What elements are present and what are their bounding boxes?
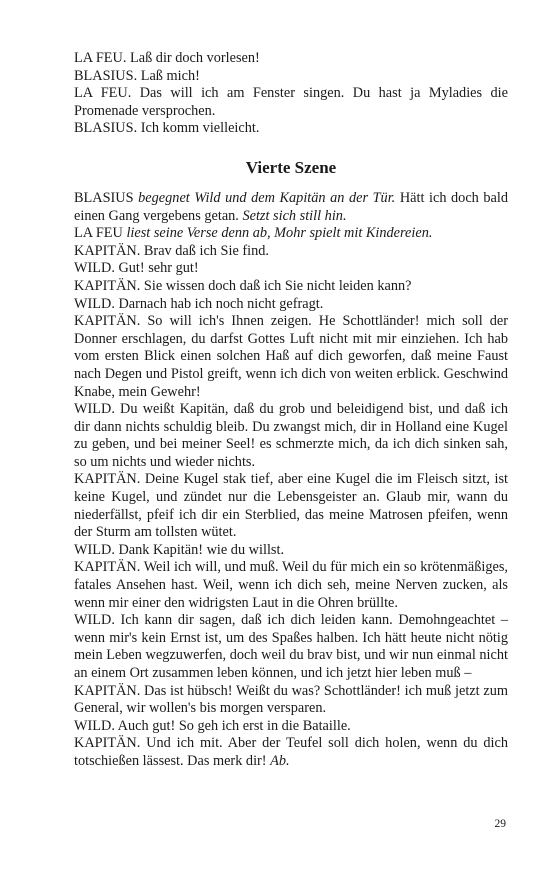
stage-direction: liest seine Verse denn ab, Mohr spielt mit Kindereien.	[126, 225, 433, 242]
stage-direction: Setzt sich still hin.	[242, 207, 347, 224]
dialogue-line: KAPITÄN. Das ist hübsch! Weißt du was? Schottländer! ich muß jetzt zum General, wir wollen's bis morgen versparen.	[74, 682, 508, 717]
speaker-text: LA FEU	[74, 225, 127, 242]
dialogue-line	[74, 735, 508, 770]
intro-block	[74, 50, 508, 138]
dialogue-line: BLASIUS. Ich komm vielleicht.	[74, 120, 260, 137]
dialogue-line: WILD. Du weißt Kapitän, daß du grob und beleidigend bist, und daß ich dir dann nichts schuldig bleib. Du zwangst mich, dir in Holland eine Kugel zu geben, und bei meiner Seel! es schmerzte mich, da ich dich sinken sah, so um nichts und wieder nichts.	[74, 401, 508, 470]
stage-direction: begegnet Wild und dem Kapitän an der Tür.	[138, 189, 396, 206]
dialogue-line: KAPITÄN. So will ich's Ihnen zeigen. He Schottländer! mich soll der Donner erschlagen, du darfst Gottes Luft nicht mit mir einziehen. Ich hab vom ersten Blick einen solchen Haß auf dich geworfen, daß meine Faust nach Degen und Pistol greift, wenn ich dich von weiten erblick. Geschwind Knabe, mein Gewehr!	[74, 313, 508, 400]
dialogue-line: KAPITÄN. Weil ich will, und muß. Weil du für mich ein so krötenmäßiges, fatales Ansehen hast. Weil, wenn ich dich seh, meine Nerven zucken, als wenn mir einer den widrigsten Laut in die Ohren brüllte.	[74, 559, 508, 611]
dialogue-line: WILD. Auch gut! So geh ich erst in die Bataille.	[74, 717, 351, 734]
dialogue-line: KAPITÄN. Deine Kugel stak tief, aber eine Kugel die im Fleisch sitzt, ist keine Kugel, und zündet nur die Lebensgeister an. Glaub mir, wann du niederfällst, pfeif ich dir ein Sterblied, das meine Matrosen pfeifen, wenn der Sturm am tollsten wütet.	[74, 471, 508, 541]
dialogue-line: BLASIUS. Laß mich!	[74, 67, 200, 84]
dialogue-line	[74, 225, 508, 243]
dialogue-line: WILD. Dank Kapitän! wie du willst.	[74, 541, 285, 558]
dialogue-line: KAPITÄN. Sie wissen doch daß ich Sie nicht leiden kann?	[74, 277, 412, 294]
dialogue-line: LA FEU. Das will ich am Fenster singen. Du hast ja Myladies die Promenade versprochen.	[74, 85, 508, 119]
page-number: 29	[494, 818, 506, 830]
stage-direction: Ab.	[270, 752, 290, 769]
section-title: Vierte Szene	[245, 157, 337, 177]
dialogue-line: WILD. Gut! sehr gut!	[74, 260, 199, 277]
scene-block	[74, 190, 508, 771]
speaker-text: BLASIUS	[74, 189, 139, 206]
speech-text: Hätt ich doch bald einen Gang vergebens getan.	[74, 189, 509, 224]
dialogue-line: WILD. Ich kann dir sagen, daß ich dich leiden kann. Demohngeachtet – wenn mir's kein Ernst ist, um des Spaßes halben. Ich hätt heute nicht nötig mein Leben wegzuwerfen, doch weil du brav bist, und wir nun einmal nicht an einem Ort zusammen leben können, und ich jetzt hier leben muß –	[74, 612, 508, 681]
dialogue-line: LA FEU. Laß dir doch vorlesen!	[74, 50, 260, 66]
dialogue-line	[74, 190, 508, 225]
dialogue-line: KAPITÄN. Brav daß ich Sie find.	[74, 242, 269, 259]
speech-text: KAPITÄN. Und ich mit. Aber der Teufel soll dich holen, wenn du dich totschießen lässest. Das merk dir!	[74, 735, 508, 769]
page-body	[74, 50, 508, 771]
dialogue-line: WILD. Darnach hab ich noch nicht gefragt.	[74, 295, 324, 312]
